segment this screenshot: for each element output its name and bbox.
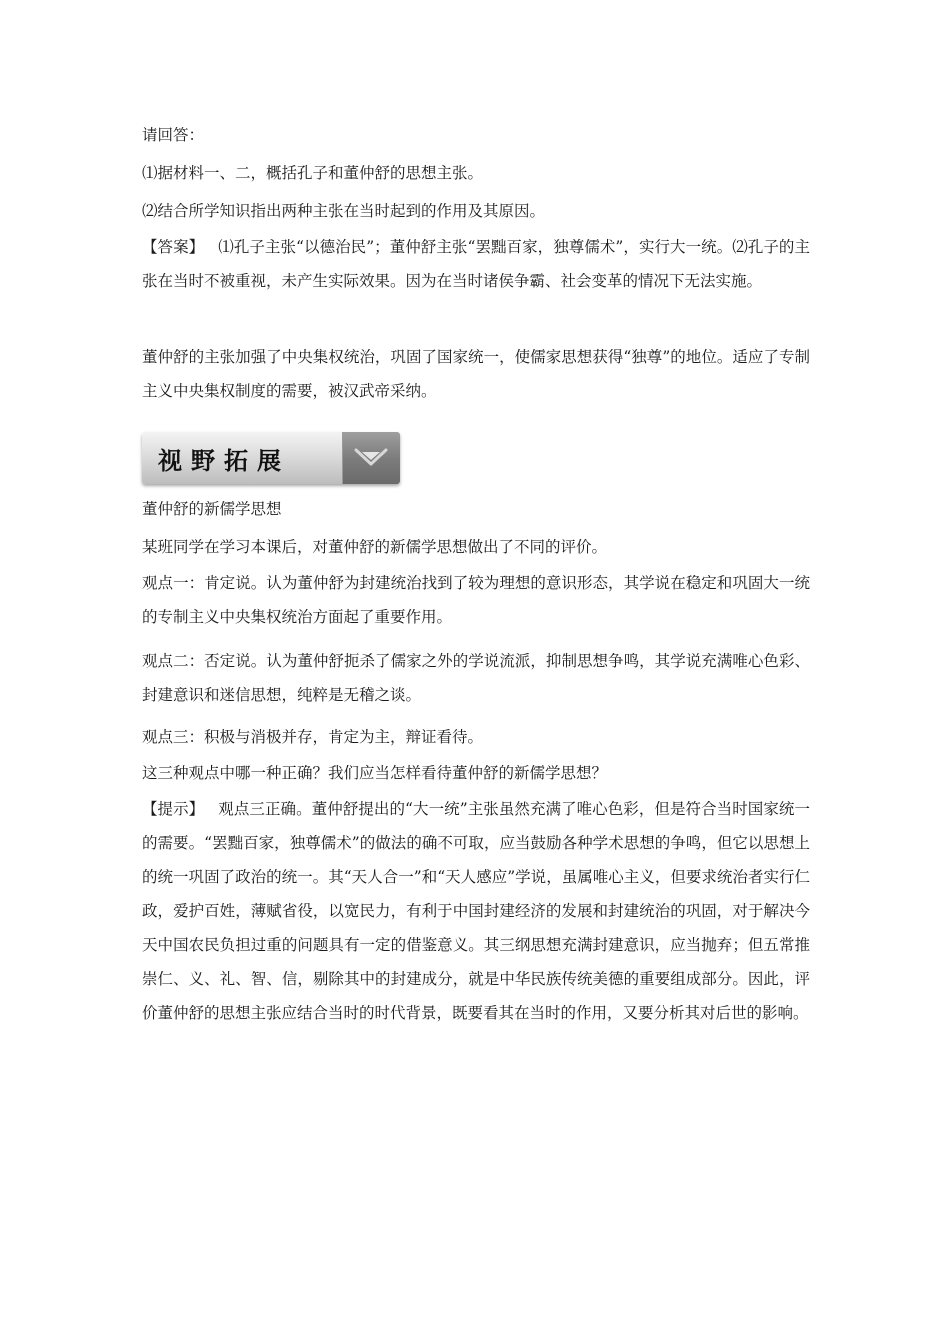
answer-block [142, 230, 810, 298]
viewpoint-3: 观点三：积极与消极并存，肯定为主，辩证看待。 [142, 728, 484, 746]
section-heading: 董仲舒的新儒学思想 [142, 500, 282, 518]
answer-tag: 【答案】 [142, 238, 205, 256]
banner-toggle[interactable] [343, 432, 400, 484]
banner-label-area [142, 432, 343, 484]
section-banner [142, 432, 400, 484]
prompt-line: 请回答： [142, 126, 205, 144]
hint-block [142, 792, 810, 1030]
answer-text-continued: 董仲舒的主张加强了中央集权统治，巩固了国家统一，使儒家思想获得“独尊”的地位。适应了专制主义中央集权制度的需要，被汉武帝采纳。 [142, 348, 810, 400]
section-intro: 某班同学在学习本课后，对董仲舒的新儒学思想做出了不同的评价。 [142, 538, 608, 556]
question-2: ⑵结合所学知识指出两种主张在当时起到的作用及其原因。 [142, 202, 546, 220]
banner-title: 视野拓展 [158, 447, 290, 475]
viewpoint-2: 观点二：否定说。认为董仲舒扼杀了儒家之外的学说流派，抑制思想争鸣，其学说充满唯心色彩、封建意识和迷信思想，纯粹是无稽之谈。 [142, 652, 810, 704]
question-1: ⑴据材料一、二，概括孔子和董仲舒的思想主张。 [142, 164, 484, 182]
discussion-question: 这三种观点中哪一种正确？我们应当怎样看待董仲舒的新儒学思想？ [142, 764, 608, 782]
hint-text: 观点三正确。董仲舒提出的“大一统”主张虽然充满了唯心色彩，但是符合当时国家统一的需要。“罢黜百家，独尊儒术”的做法的确不可取，应当鼓励各种学术思想的争鸣，但它以思想上的统一巩固了政治的统一。其“天人合一”和“天人感应”学说，虽属唯心主义，但要求统治者实行仁政，爱护百姓，薄赋省役，以宽民力，有利于中国封建经济的发展和封建统治的巩固，对于解决今天中国农民负担过重的问题具有一定的借鉴意义。其三纲思想充满封建意识，应当抛弃；但五常推崇仁、义、礼、智、信，剔除其中的封建成分，就是中华民族传统美德的重要组成部分。因此，评价董仲舒的思想主张应结合当时的时代背景，既要看其在当时的作用，又要分析其对后世的影响。 [142, 800, 810, 1022]
viewpoint-1: 观点一：肯定说。认为董仲舒为封建统治找到了较为理想的意识形态，其学说在稳定和巩固大一统的专制主义中央集权统治方面起了重要作用。 [142, 574, 810, 626]
answer-text: ⑴孔子主张“以德治民”；董仲舒主张“罢黜百家，独尊儒术”，实行大一统。⑵孔子的主张在当时不被重视，未产生实际效果。因为在当时诸侯争霸、社会变革的情况下无法实施。 [142, 238, 810, 290]
hint-tag: 【提示】 [142, 800, 205, 818]
chevron-down-icon [354, 444, 388, 472]
